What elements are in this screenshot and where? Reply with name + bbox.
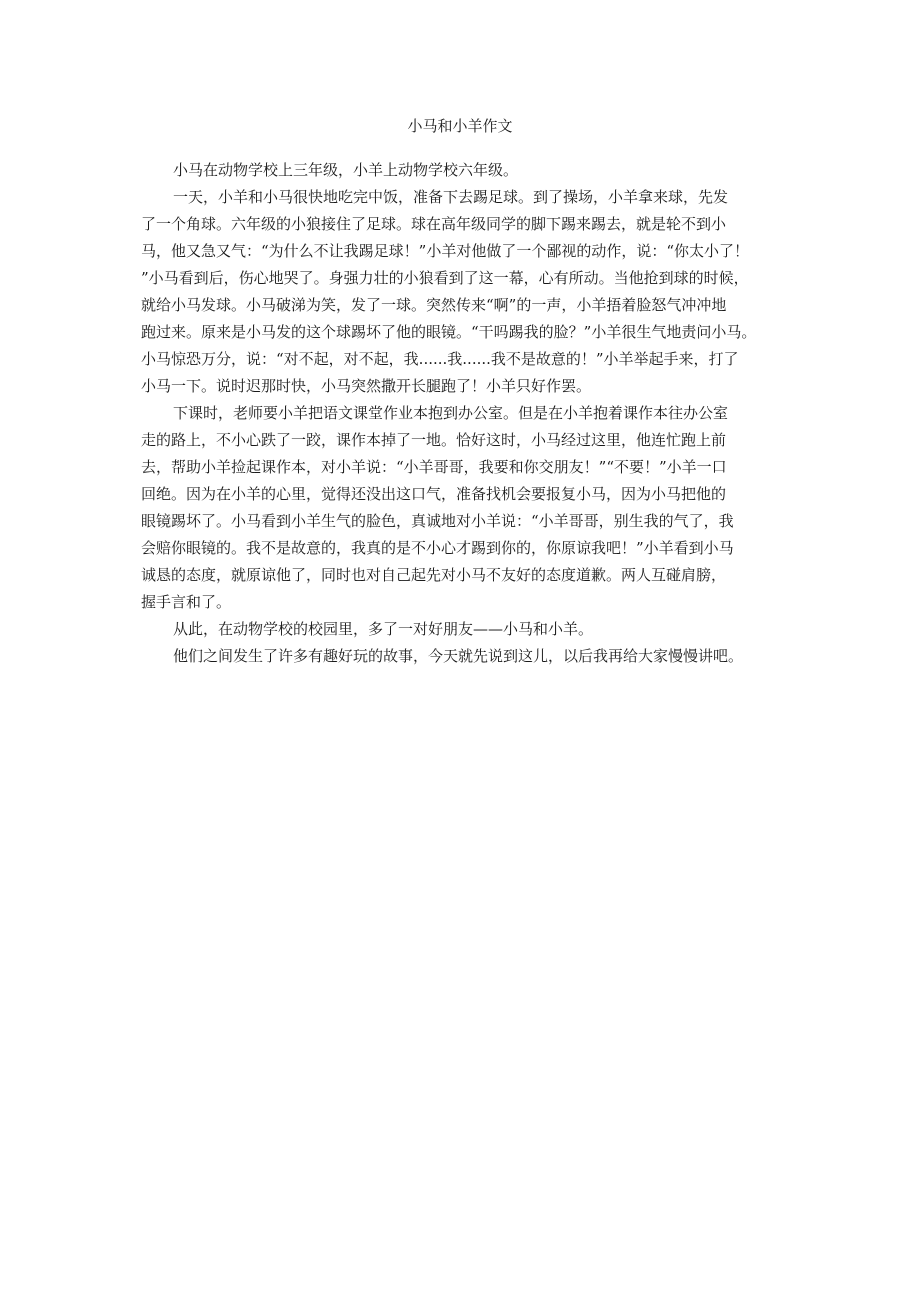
text-line-18: 从此，在动物学校的校园里，多了一对好朋友——小马和小羊。 — [173, 620, 594, 638]
text-line-10: 下课时，老师要小羊把语文课堂作业本抱到办公室。但是在小羊抱着课作本往办公室 — [173, 404, 729, 422]
text-line-1: 小马在动物学校上三年级，小羊上动物学校六年级。 — [173, 161, 519, 179]
text-line-13: 回绝。因为在小羊的心里，觉得还没出这口气，准备找机会要报复小马，因为小马把他的 — [141, 485, 727, 503]
text-line-7: 跑过来。原来是小马发的这个球踢坏了他的眼镜。“干吗踢我的脸？”小羊很生气地责问小马。 — [141, 323, 757, 341]
text-line-12: 去，帮助小羊捡起课作本，对小羊说：“小羊哥哥，我要和你交朋友！”“不要！”小羊一口 — [141, 458, 727, 476]
text-line-6: 就给小马发球。小马破涕为笑，发了一球。突然传来“啊”的一声，小羊捂着脸怒气冲冲地 — [141, 296, 727, 314]
text-line-15: 会赔你眼镜的。我不是故意的，我真的是不小心才踢到你的，你原谅我吧！”小羊看到小马 — [141, 539, 734, 557]
text-line-8: 小马惊恐万分，说：“对不起，对不起，我......我......我不是故意的！”小羊举起手来，打了 — [141, 350, 739, 368]
text-line-5: ”小马看到后，伤心地哭了。身强力壮的小狼看到了这一幕，心有所动。当他抢到球的时候， — [141, 269, 749, 287]
text-line-16: 诚恳的态度，就原谅他了，同时也对自己起先对小马不友好的态度道歉。两人互碰肩膀， — [141, 566, 727, 584]
text-line-4: 马，他又急又气：“为什么不让我踢足球！”小羊对他做了一个鄙视的动作，说：“你太小了！ — [141, 242, 750, 260]
text-line-14: 眼镜踢坏了。小马看到小羊生气的脸色，真诚地对小羊说：“小羊哥哥，别生我的气了，我 — [141, 512, 734, 530]
document-title: 小马和小羊作文 — [407, 117, 513, 135]
text-line-2: 一天，小羊和小马很快地吃完中饭，准备下去踢足球。到了操场，小羊拿来球，先发 — [173, 188, 729, 206]
text-line-11: 走的路上，不小心跌了一跤，课作本掉了一地。恰好这时，小马经过这里，他连忙跑上前 — [141, 431, 727, 449]
text-line-3: 了一个角球。六年级的小狼接住了足球。球在高年级同学的脚下踢来踢去，就是轮不到小 — [141, 215, 727, 233]
text-line-9: 小马一下。说时迟那时快，小马突然撒开长腿跑了！小羊只好作罢。 — [141, 377, 592, 395]
text-line-17: 握手言和了。 — [141, 593, 232, 611]
text-line-19: 他们之间发生了许多有趣好玩的故事，今天就先说到这儿，以后我再给大家慢慢讲吧。 — [173, 647, 744, 665]
